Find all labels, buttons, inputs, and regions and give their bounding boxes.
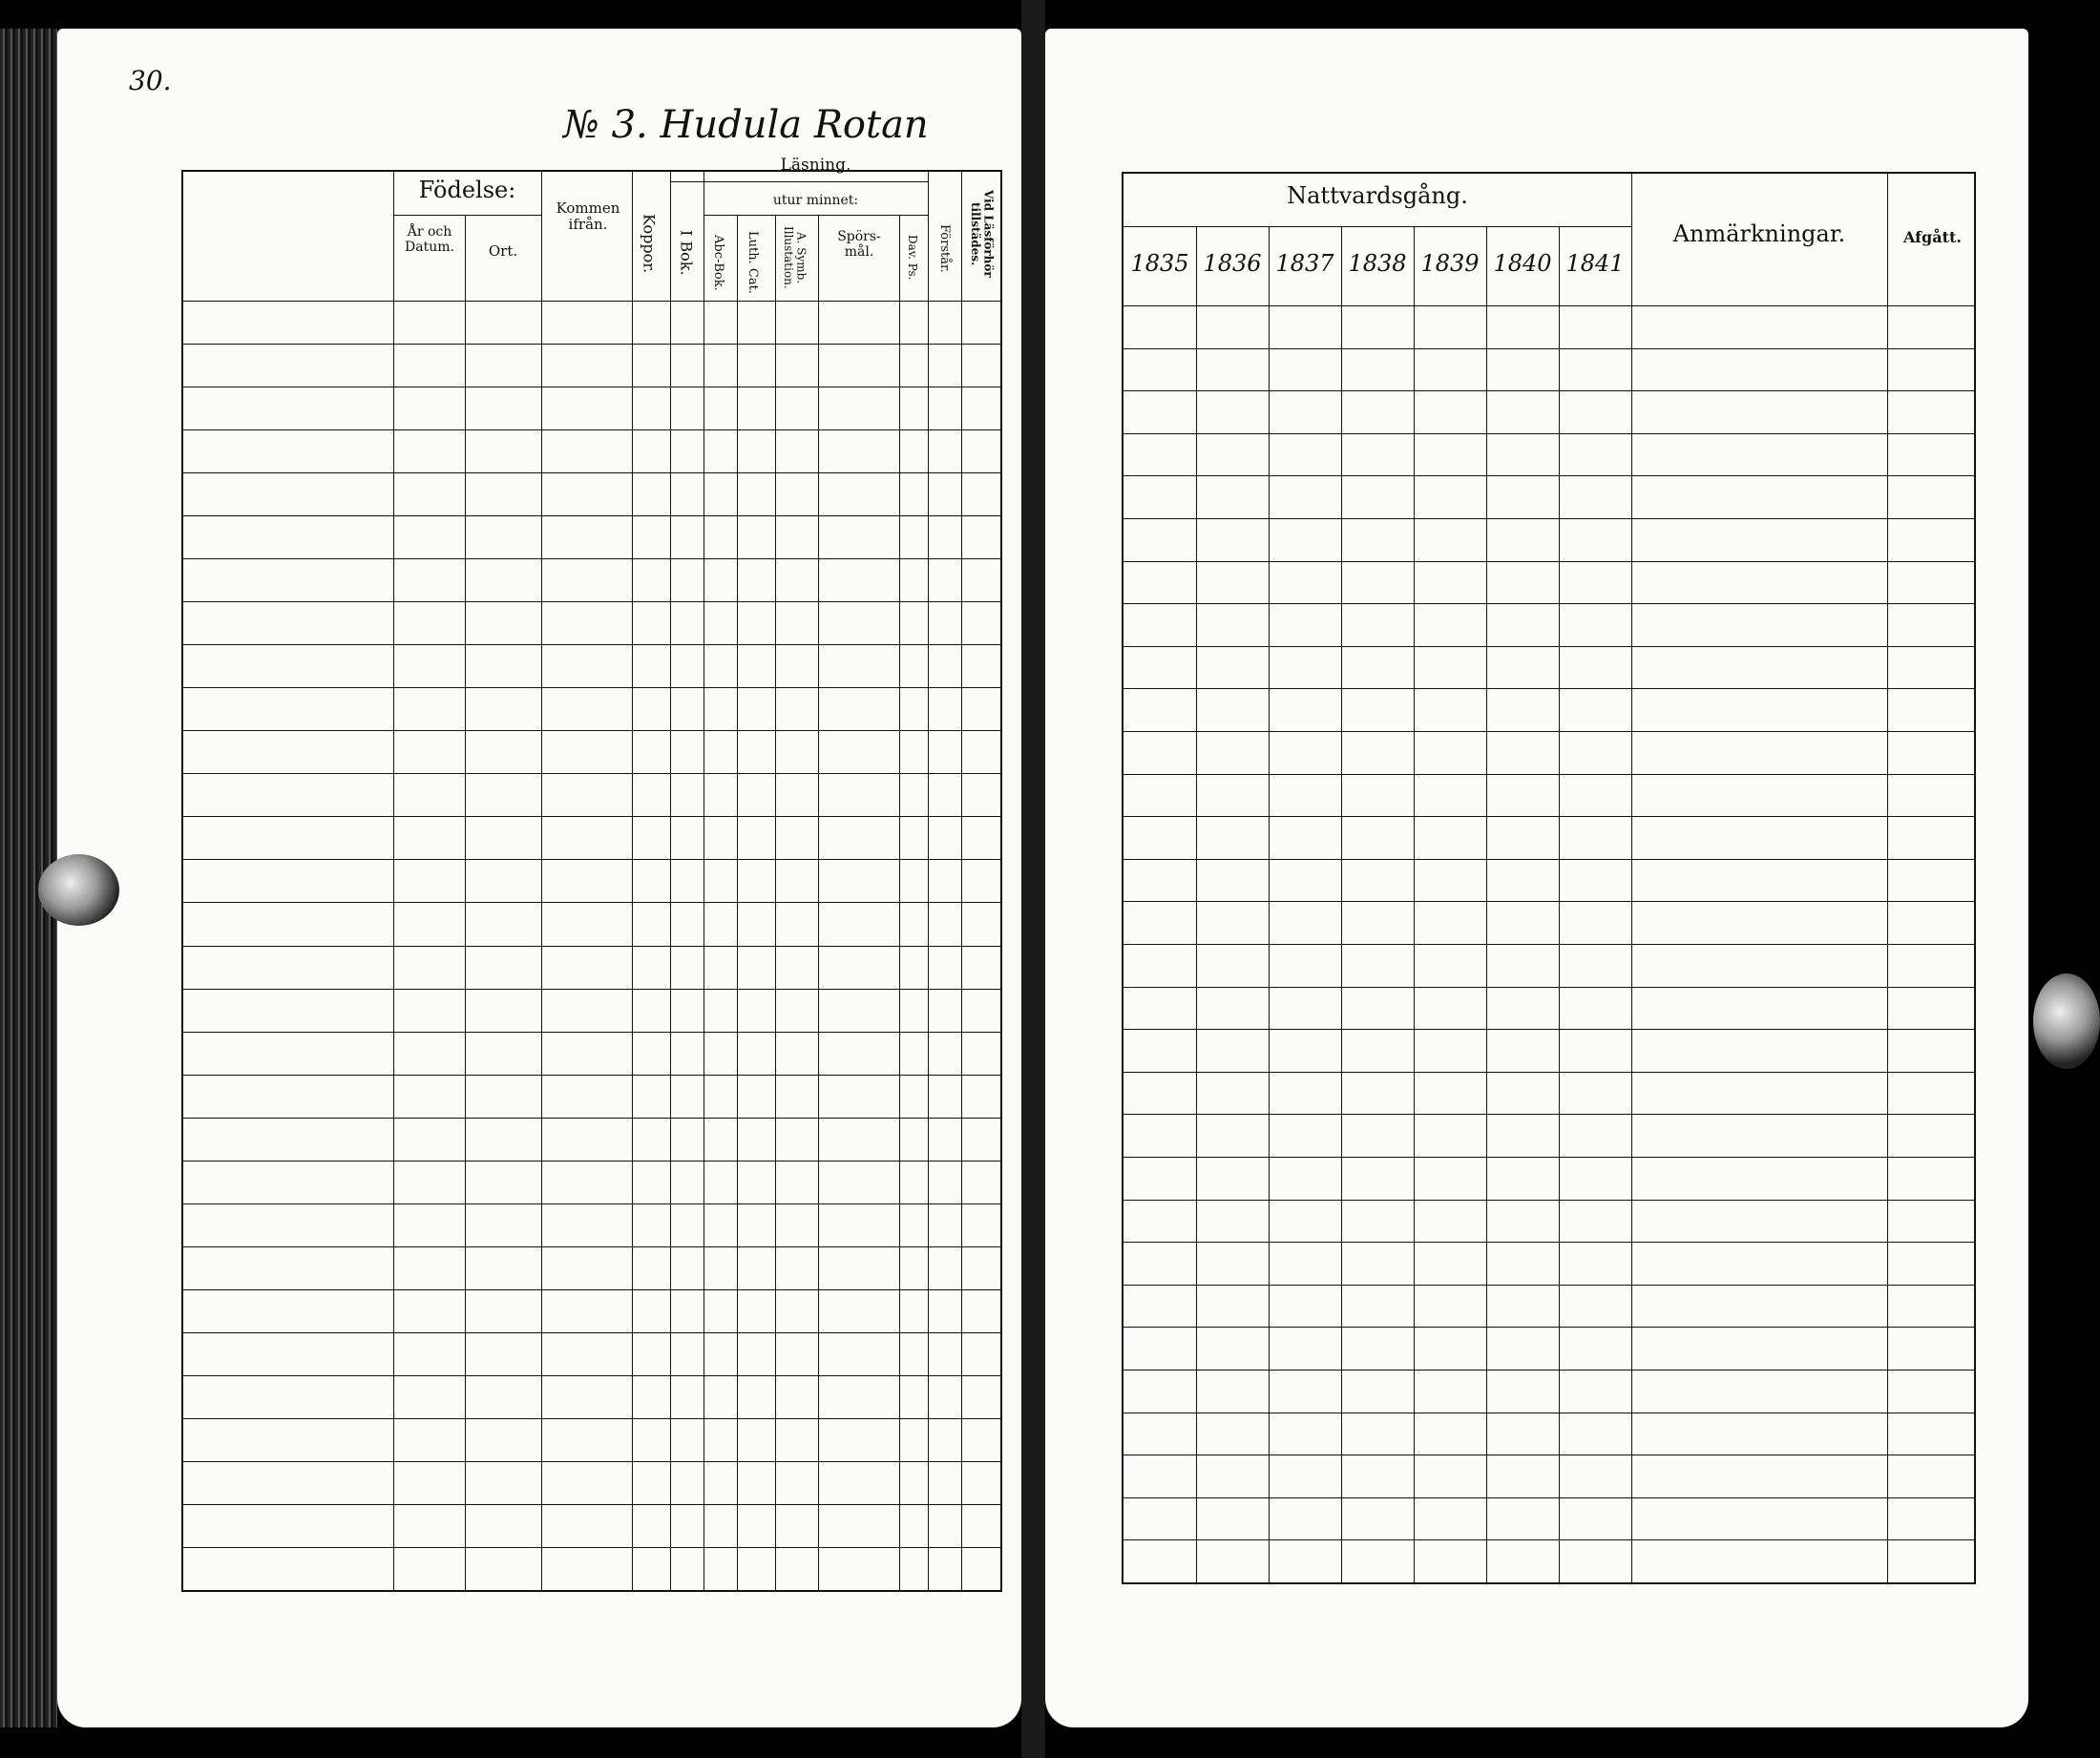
right-row-rule bbox=[1124, 816, 1974, 817]
left-row-rule bbox=[183, 644, 1000, 645]
year-header-1840: 1840 bbox=[1493, 250, 1552, 277]
left-row-rule bbox=[183, 601, 1000, 602]
header-i-bok: I Bok. bbox=[677, 230, 696, 276]
left-row-rule bbox=[183, 1289, 1000, 1290]
year-header-1835: 1835 bbox=[1130, 250, 1189, 277]
header-utur-minnet: utur minnet: bbox=[772, 193, 859, 208]
year-header-1841: 1841 bbox=[1565, 250, 1625, 277]
right-row-rule bbox=[1124, 731, 1974, 732]
right-row-rule bbox=[1124, 944, 1974, 945]
right-row-rule bbox=[1124, 646, 1974, 647]
left-row-rule bbox=[183, 1161, 1000, 1162]
left-row-rule bbox=[183, 902, 1000, 903]
left-row-rule bbox=[183, 687, 1000, 688]
left-row-rule bbox=[183, 1032, 1000, 1033]
header-ar-och-datum: År och Datum. bbox=[405, 224, 454, 256]
right-row-rule bbox=[1124, 1114, 1974, 1115]
left-row-rule bbox=[183, 859, 1000, 860]
header-abc-bok: Abc-Bok. bbox=[710, 234, 725, 291]
left-row-rule bbox=[183, 429, 1000, 430]
book-clasp-left bbox=[38, 854, 119, 926]
right-row-rule bbox=[1124, 1370, 1974, 1371]
header-sporsmal: Spörs-mål. bbox=[837, 229, 881, 261]
right-row-rule bbox=[1124, 901, 1974, 902]
left-row-rule bbox=[183, 773, 1000, 774]
page-number: 30. bbox=[129, 65, 172, 96]
rota-title: № 3. Hudula Rotan bbox=[563, 103, 929, 147]
right-row-rule bbox=[1124, 1497, 1974, 1498]
left-table-rows bbox=[183, 301, 1000, 1590]
header-nattvardsgang: Nattvardsgång. bbox=[1287, 182, 1468, 209]
right-row-rule bbox=[1124, 603, 1974, 604]
left-row-rule bbox=[183, 1418, 1000, 1419]
left-row-rule bbox=[183, 1504, 1000, 1505]
right-row-rule bbox=[1124, 1539, 1974, 1540]
right-row-rule bbox=[1124, 1157, 1974, 1158]
year-header-1839: 1839 bbox=[1420, 250, 1480, 277]
right-row-rule bbox=[1124, 561, 1974, 562]
right-row-rule bbox=[1124, 1242, 1974, 1243]
right-row-rule bbox=[1124, 688, 1974, 689]
header-a-symb: A. Symb. Illustation. bbox=[781, 226, 808, 289]
header-kommen-ifran: Kommen ifrån. bbox=[556, 199, 620, 234]
right-row-rule bbox=[1124, 1029, 1974, 1030]
header-lasning: Läsning, bbox=[780, 156, 851, 175]
year-header-1837: 1837 bbox=[1275, 250, 1334, 277]
right-row-rule bbox=[1124, 774, 1974, 775]
header-dav-ps: Dav. Ps. bbox=[905, 235, 919, 281]
left-row-rule bbox=[183, 1461, 1000, 1462]
left-row-rule bbox=[183, 730, 1000, 731]
header-luth-cat: Luth. Cat. bbox=[745, 231, 760, 294]
left-row-rule bbox=[183, 989, 1000, 990]
left-row-rule bbox=[183, 1332, 1000, 1333]
right-row-rule bbox=[1124, 1200, 1974, 1201]
book-gutter bbox=[1021, 0, 1045, 1758]
header-anmarkningar: Anmärkningar. bbox=[1672, 220, 1846, 247]
left-row-rule bbox=[183, 946, 1000, 947]
header-forstar: Förstår. bbox=[936, 223, 952, 273]
right-row-rule bbox=[1124, 987, 1974, 988]
year-header-1838: 1838 bbox=[1348, 250, 1407, 277]
right-register-table bbox=[1122, 172, 1976, 1584]
left-row-rule bbox=[183, 472, 1000, 473]
left-row-rule bbox=[183, 1547, 1000, 1548]
header-fodelse: Födelse: bbox=[418, 177, 516, 203]
right-row-rule bbox=[1124, 859, 1974, 860]
left-row-rule bbox=[183, 1246, 1000, 1247]
right-row-rule bbox=[1124, 348, 1974, 349]
right-row-rule bbox=[1124, 1072, 1974, 1073]
right-row-rule bbox=[1124, 390, 1974, 391]
left-row-rule bbox=[183, 1203, 1000, 1204]
header-koppor: Koppor. bbox=[640, 213, 659, 274]
right-row-rule bbox=[1124, 475, 1974, 476]
book-clasp-right bbox=[2033, 973, 2100, 1069]
left-row-rule bbox=[183, 816, 1000, 817]
header-vid-lasforhor: Vid Läsförhör tillstädes. bbox=[968, 190, 996, 278]
year-header-1836: 1836 bbox=[1203, 250, 1262, 277]
left-register-table bbox=[181, 156, 1002, 1592]
right-table-rows bbox=[1124, 305, 1974, 1582]
left-row-rule bbox=[183, 515, 1000, 516]
left-row-rule bbox=[183, 1118, 1000, 1119]
left-row-rule bbox=[183, 558, 1000, 559]
right-row-rule bbox=[1124, 1285, 1974, 1286]
header-afgatt: Afgått. bbox=[1903, 228, 1962, 246]
header-ort: Ort. bbox=[488, 242, 518, 260]
left-row-rule bbox=[183, 1375, 1000, 1376]
left-row-rule bbox=[183, 344, 1000, 345]
left-row-rule bbox=[183, 1075, 1000, 1076]
right-row-rule bbox=[1124, 1327, 1974, 1328]
right-row-rule bbox=[1124, 518, 1974, 519]
right-row-rule bbox=[1124, 433, 1974, 434]
